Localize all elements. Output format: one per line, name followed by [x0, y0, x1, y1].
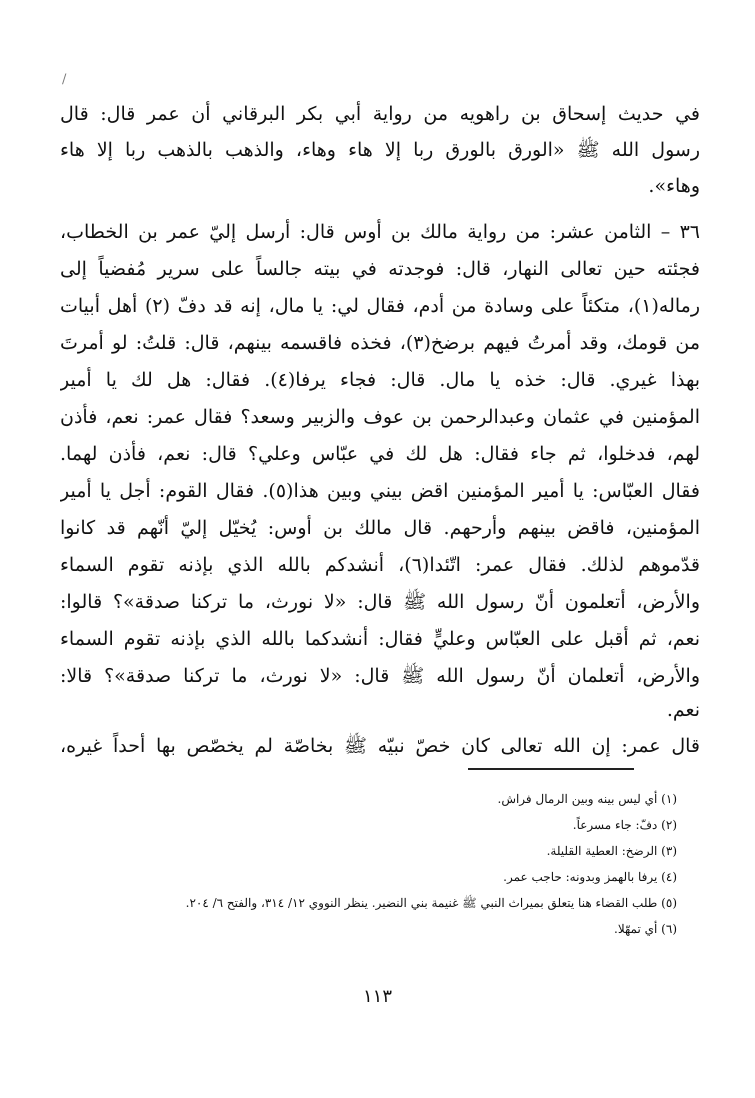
body-line: ٣٦ – الثامن عشر: من رواية مالك بن أوس قال: أرسل إليّ عمر بن الخطاب،: [60, 221, 700, 243]
body-line: وهاء».: [648, 175, 700, 197]
footnote: (٤) يرفا بالهمز وبدونه: حاجب عمر.: [503, 870, 677, 884]
footnote: (٣) الرضخ: العطية القليلة.: [546, 844, 677, 858]
margin-mark: /: [62, 72, 67, 87]
body-line: لهم، فدخلوا، ثم جاء فقال: هل لك في عبّاس وعلي؟ قال: نعم، فأذن لهما.: [60, 443, 700, 465]
body-line: رسول الله ﷺ «الورق بالورق ربا إلا هاء وهاء، والذهب بالذهب ربا إلا هاء: [60, 139, 700, 161]
footnote: (٥) طلب القضاء هنا يتعلق بميراث النبي ﷺ غنيمة بني النضير. ينظر النووي ١٢/ ٣١٤، والفتح ٦/ ٢٠٤.: [185, 896, 677, 910]
body-line: نعم.: [666, 699, 700, 721]
page-number: ١١٣: [362, 986, 392, 1007]
footnote: (١) أي ليس بينه وبين الرمال فراش.: [497, 792, 677, 806]
body-line: بهذا غيري. قال: خذه يا مال. قال: فجاء يرفا(٤). فقال: هل لك يا أمير: [60, 369, 700, 391]
body-line: والأرض، أتعلمون أنّ رسول الله ﷺ قال: «لا نورث، ما تركنا صدقة»؟ قالوا:: [60, 591, 700, 613]
footnote-separator: [468, 768, 634, 770]
body-line: والأرض، أتعلمان أنّ رسول الله ﷺ قال: «لا نورث، ما تركنا صدقة»؟ قالا:: [60, 665, 700, 687]
footnote: (٦) أي تمهّلا.: [614, 922, 677, 936]
body-line: فجئته حين تعالى النهار، قال: فوجدته في بيته جالساً على سرير مُفضياً إلى: [60, 258, 700, 280]
body-line: فقال العبّاس: يا أمير المؤمنين اقض بيني وبين هذا(٥). فقال القوم: أجل يا أمير: [60, 480, 700, 502]
body-line: قال عمر: إن الله تعالى كان خصّ نبيّه ﷺ بخاصّة لم يخصّص بها أحداً غيره،: [60, 735, 700, 757]
body-line: رماله(١)، متكئاً على وسادة من أدم، فقال لي: يا مال، إنه قد دفّ (٢) أهل أبيات: [60, 295, 700, 317]
body-line: المؤمنين في عثمان وعبدالرحمن بن عوف والزبير وسعد؟ فقال عمر: نعم، فأذن: [60, 406, 700, 428]
footnote: (٢) دفّ: جاء مسرعاً.: [572, 818, 677, 832]
body-line: قدّموهم لذلك. فقال عمر: اتّئدا(٦)، أنشدكم بالله الذي بإذنه تقوم السماء: [60, 554, 700, 576]
body-line: نعم، ثم أقبل على العبّاس وعليٍّ فقال: أنشدكما بالله الذي بإذنه تقوم السماء: [60, 628, 700, 650]
body-line: من قومك، وقد أمرتُ فيهم برضخ(٣)، فخذه فاقسمه بينهم، قال: قلتُ: لو أمرتَ: [60, 332, 700, 354]
body-line: المؤمنين، فاقض بينهم وأرحهم. قال مالك بن أوس: يُخيّل إليّ أنّهم قد كانوا: [60, 517, 700, 539]
body-line: في حديث إسحاق بن راهويه من رواية أبي بكر البرقاني أن عمر قال: قال: [60, 103, 700, 125]
